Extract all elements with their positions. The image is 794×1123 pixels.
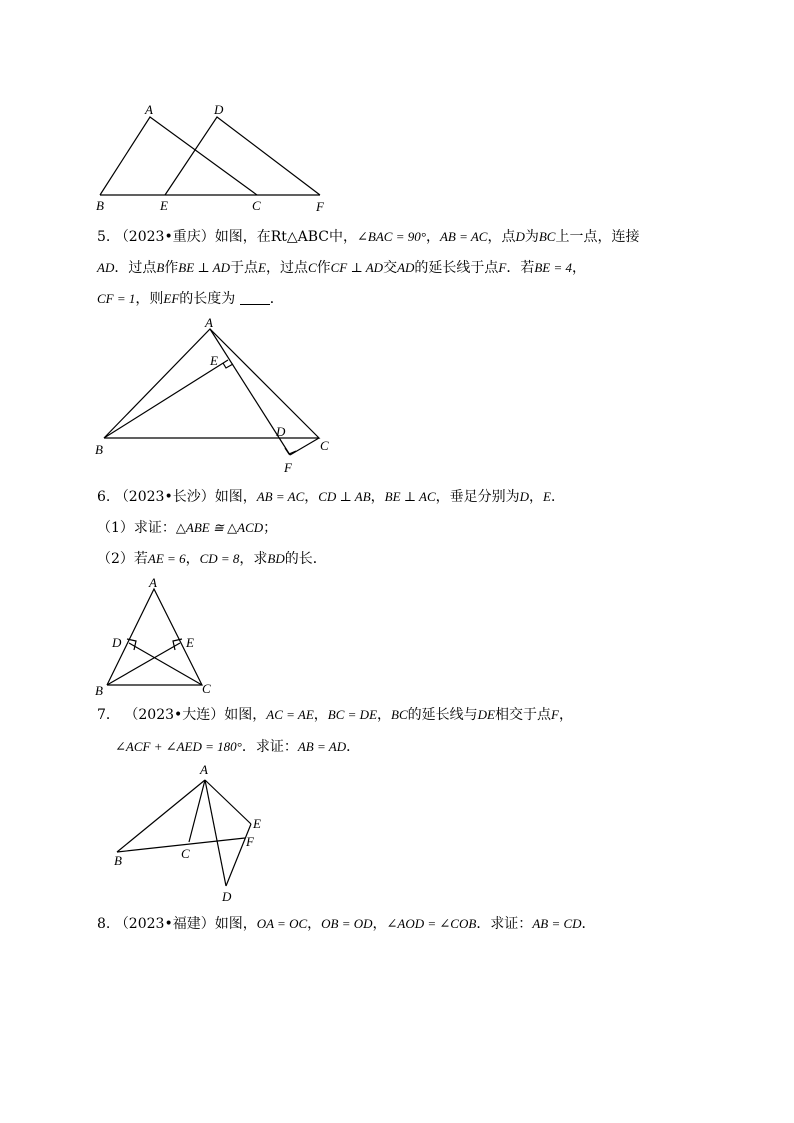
- problem-8-line-1: 8. （2023•福建）如图，OA = OC，OB = OD，∠AOD = ∠COB．求证：AB = CD．: [97, 916, 596, 932]
- label-a: A: [200, 762, 208, 777]
- problem-5-line-1: 5. （2023•重庆）如图，在Rt△ABC中，∠BAC = 90°，AB = AC，点D为BC上一点，连接: [97, 229, 640, 245]
- label-b: B: [114, 853, 122, 868]
- figure-problem-6: [92, 575, 222, 700]
- label-e: E: [186, 635, 194, 650]
- answer-blank: [240, 292, 270, 305]
- label-e: E: [253, 816, 261, 831]
- label-e: E: [160, 198, 168, 213]
- label-f: F: [284, 460, 292, 475]
- triangle-abc: [100, 117, 257, 195]
- label-d: D: [222, 889, 232, 904]
- label-a: A: [145, 102, 153, 117]
- problem-6-line-1: 6. （2023•长沙）如图，AB = AC，CD ⊥ AB，BE ⊥ AC，垂足分别为D，E．: [97, 489, 565, 505]
- figure-parallel-triangles: [90, 100, 340, 215]
- label-d: D: [276, 424, 286, 439]
- label-a: A: [205, 315, 213, 330]
- problem-7-line-1: 7． （2023•大连）如图，AC = AE，BC = DE，BC的延长线与DE相交于点F，: [97, 707, 573, 723]
- label-c: C: [320, 438, 329, 453]
- segment-be: [104, 360, 228, 438]
- segment-ac: [189, 780, 205, 842]
- segment-ad: [205, 780, 226, 886]
- triangle-def: [165, 117, 320, 195]
- label-b: B: [95, 442, 103, 457]
- problem-5-line-2: AD．过点B作BE ⊥ AD于点E，过点C作CF ⊥ AD交AD的延长线于点F．若BE = 4，: [97, 260, 587, 276]
- problem-7-line-2: ∠ACF + ∠AED = 180°．求证：AB = AD．: [115, 739, 361, 755]
- label-c: C: [252, 198, 261, 213]
- segment-cf: [290, 438, 319, 455]
- label-d: D: [112, 635, 122, 650]
- label-d: D: [214, 102, 224, 117]
- label-f: F: [316, 199, 324, 214]
- label-c: C: [181, 846, 190, 861]
- problem-6-sub-2: （2）若AE = 6，CD = 8，求BD的长．: [97, 551, 327, 567]
- figure-problem-5: [92, 315, 342, 478]
- label-b: B: [96, 198, 104, 213]
- label-c: C: [202, 681, 211, 696]
- label-e: E: [210, 353, 218, 368]
- label-b: B: [95, 683, 103, 698]
- figure-problem-7: [105, 760, 275, 910]
- label-f: F: [246, 834, 254, 849]
- triangle-abc: [104, 329, 319, 438]
- problem-6-sub-1: （1）求证：△ABE ≅ △ACD；: [97, 520, 278, 536]
- label-a: A: [149, 575, 157, 590]
- segment-ab: [117, 780, 205, 852]
- problem-5-line-3: CF = 1，则EF的长度为 ．: [97, 291, 284, 307]
